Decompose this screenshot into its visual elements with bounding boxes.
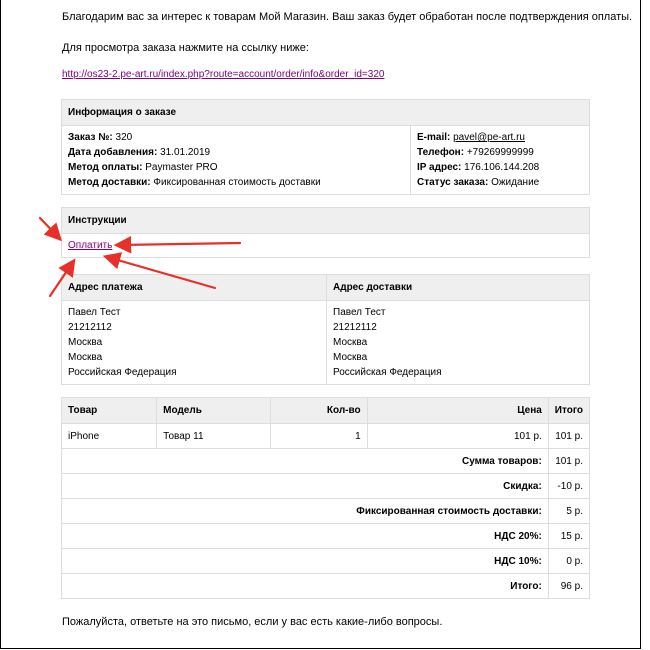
- totals-row: [62, 524, 590, 549]
- shipping-address-line: Москва: [333, 337, 368, 348]
- product-total: 101 р.: [548, 424, 589, 449]
- phone-value: +79269999999: [466, 147, 534, 158]
- shipping-address-line: Павел Тест: [333, 307, 386, 318]
- shipping-address-line: 21212112: [333, 322, 377, 333]
- payment-address-line: 21212112: [68, 322, 112, 333]
- shipping-method-label: Метод доставки:: [68, 177, 151, 188]
- totals-label: Итого:: [510, 580, 542, 592]
- shipping-method-value: Фиксированная стоимость доставки: [153, 177, 321, 188]
- date-value: 31.01.2019: [160, 147, 211, 158]
- product-qty: 1: [271, 424, 367, 449]
- totals-value: -10 р.: [548, 474, 589, 499]
- shipping-address-line: Российская Федерация: [333, 367, 442, 378]
- phone-label: Телефон:: [417, 147, 465, 158]
- order-no-label: Заказ №:: [68, 132, 113, 143]
- payment-method-label: Метод оплаты:: [68, 162, 143, 173]
- product-model: Товар 11: [157, 424, 271, 449]
- instructions-table: [61, 207, 590, 258]
- order-info-right: [411, 126, 590, 195]
- totals-label: Фиксированная стоимость доставки:: [356, 505, 542, 517]
- date-label: Дата добавления:: [68, 147, 158, 158]
- frame-left-border: [0, 0, 1, 648]
- payment-method-value: Paymaster PRO: [145, 162, 218, 173]
- totals-row: [62, 549, 590, 574]
- shipping-address-title: Адрес доставки: [327, 275, 590, 301]
- payment-address-line: Москва: [68, 337, 103, 348]
- totals-label: НДС 20%:: [494, 530, 542, 542]
- totals-label: Скидка:: [503, 480, 542, 492]
- totals-value: 101 р.: [548, 449, 589, 474]
- email-label: E-mail:: [417, 132, 451, 143]
- product-price: 101 р.: [367, 424, 548, 449]
- pay-link[interactable]: Оплатить: [68, 240, 113, 251]
- totals-row: [62, 574, 590, 599]
- totals-value: 0 р.: [548, 549, 589, 574]
- email-link[interactable]: pavel@pe-art.ru: [453, 132, 525, 143]
- totals-value: 5 р.: [548, 499, 589, 524]
- col-total: Итого: [548, 398, 589, 424]
- products-table: [61, 397, 590, 599]
- order-no-value: 320: [115, 132, 133, 143]
- ip-value: 176.106.144.208: [464, 162, 540, 173]
- order-link[interactable]: http://os23-2.pe-art.ru/index.php?route=account/order/info&order_id=320: [62, 69, 385, 80]
- footer-text: Пожалуйста, ответьте на это письмо, если у вас есть какие-либо вопросы.: [62, 616, 443, 628]
- totals-value: 15 р.: [548, 524, 589, 549]
- instructions-title: Инструкции: [62, 208, 590, 234]
- product-name: iPhone: [62, 424, 157, 449]
- totals-row: [62, 499, 590, 524]
- order-info-left: [62, 126, 411, 195]
- payment-address: [62, 301, 327, 385]
- order-info-title: Информация о заказе: [62, 100, 590, 126]
- payment-address-line: Павел Тест: [68, 307, 121, 318]
- status-label: Статус заказа:: [417, 177, 489, 188]
- ip-label: IP адрес:: [417, 162, 462, 173]
- totals-row: [62, 474, 590, 499]
- shipping-address: [327, 301, 590, 385]
- totals-value: 96 р.: [548, 574, 589, 599]
- addresses-table: [61, 274, 590, 385]
- col-qty: Кол-во: [271, 398, 367, 424]
- col-product: Товар: [62, 398, 157, 424]
- totals-row: [62, 449, 590, 474]
- order-info-table: [61, 99, 590, 195]
- col-price: Цена: [367, 398, 548, 424]
- product-row: [62, 424, 590, 449]
- status-value: Ожидание: [491, 177, 540, 188]
- intro-view-prompt: Для просмотра заказа нажмите на ссылку ниже:: [62, 42, 309, 54]
- payment-address-line: Москва: [68, 352, 103, 363]
- totals-label: Сумма товаров:: [461, 455, 542, 467]
- payment-address-title: Адрес платежа: [62, 275, 327, 301]
- intro-thanks: Благодарим вас за интерес к товарам Мой Магазин. Ваш заказ будет обработан после подтверждения оплаты.: [62, 11, 633, 23]
- shipping-address-line: Москва: [333, 352, 368, 363]
- totals-label: НДС 10%:: [494, 555, 542, 567]
- payment-address-line: Российская Федерация: [68, 367, 177, 378]
- col-model: Модель: [157, 398, 271, 424]
